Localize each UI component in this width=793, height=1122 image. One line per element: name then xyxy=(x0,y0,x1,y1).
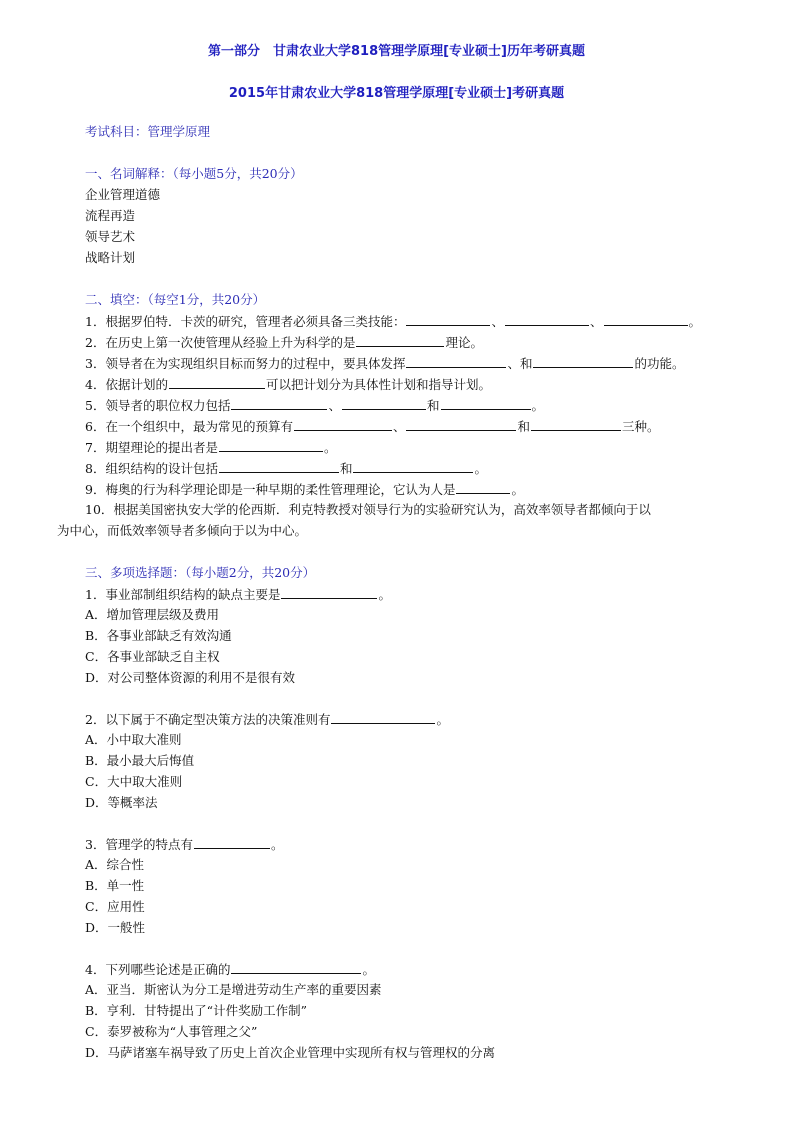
mc-option: B．亨利．甘特提出了“计件奖励工作制” xyxy=(85,1003,307,1018)
fill-question-10: 10．根据美国密执安大学的伦西斯．利克特教授对领导行为的实验研究认为，高效率领导者都倾向于以 xyxy=(85,502,651,517)
mc-option: C．各事业部缺乏自主权 xyxy=(85,649,220,664)
answer-blank xyxy=(406,313,490,326)
question-end: 的功能。 xyxy=(634,356,685,371)
separator: 和 xyxy=(426,398,440,413)
answer-blank xyxy=(331,711,435,724)
question-text: 1．根据罗伯特．卡茨的研究，管理者必须具备三类技能： xyxy=(85,314,406,329)
answer-blank xyxy=(533,355,633,368)
fill-question-10-cont: 为中心，而低效率领导者多倾向于以为中心。 xyxy=(57,523,308,538)
answer-blank xyxy=(356,334,444,347)
question-end: 可以把计划分为具体性计划和指导计划。 xyxy=(265,377,491,392)
question-text: 2．在历史上第一次使管理从经验上升为科学的是 xyxy=(85,335,356,350)
term-item: 企业管理道德 xyxy=(85,187,161,202)
separator: 、 xyxy=(589,314,603,329)
question-end: 。 xyxy=(362,962,375,977)
question-text: 6．在一个组织中，最为常见的预算有 xyxy=(85,419,293,434)
fill-question-2 xyxy=(85,334,483,351)
exam-subtitle: 2015年甘肃农业大学818管理学原理[专业硕士]考研真题 xyxy=(228,86,565,101)
mc-question-stem xyxy=(85,586,391,603)
mc-option: D．一般性 xyxy=(85,920,146,935)
separator: 、和 xyxy=(507,356,533,371)
question-text: 1．事业部制组织结构的缺点主要是 xyxy=(85,587,281,602)
separator: 和 xyxy=(339,461,353,476)
section2-heading: 二、填空：（每空1分，共20分） xyxy=(85,292,266,307)
question-end: 。 xyxy=(378,587,391,602)
fill-question-8 xyxy=(85,460,487,477)
answer-blank xyxy=(219,439,323,452)
answer-blank xyxy=(353,460,473,473)
mc-option: A．综合性 xyxy=(85,857,145,872)
fill-question-7 xyxy=(85,439,336,456)
separator: 和 xyxy=(517,419,530,434)
mc-option: B．最小最大后悔值 xyxy=(85,753,195,768)
mc-question-stem xyxy=(85,711,449,728)
question-end: 。 xyxy=(688,314,702,329)
fill-question-4 xyxy=(85,376,491,393)
question-end: 。 xyxy=(270,837,284,852)
mc-option: B．单一性 xyxy=(85,878,145,893)
separator: 、 xyxy=(328,398,341,413)
question-text: 4．依据计划的 xyxy=(85,377,168,392)
mc-question-stem xyxy=(85,961,375,978)
mc-question-stem xyxy=(85,836,283,853)
question-text: 2．以下属于不确定型决策方法的决策准则有 xyxy=(85,712,331,727)
answer-blank xyxy=(294,418,392,431)
answer-blank xyxy=(342,397,426,410)
question-end: 。 xyxy=(436,712,449,727)
term-item: 流程再造 xyxy=(85,208,136,223)
question-end: 理论。 xyxy=(445,335,483,350)
answer-blank xyxy=(531,418,621,431)
exam-subject: 考试科目：管理学原理 xyxy=(85,124,211,139)
question-text: 7．期望理论的提出者是 xyxy=(85,440,218,455)
mc-option: A．小中取大准则 xyxy=(85,732,182,747)
answer-blank xyxy=(406,355,506,368)
mc-option: A．增加管理层级及费用 xyxy=(85,607,220,622)
mc-option: A．亚当．斯密认为分工是增进劳动生产率的重要因素 xyxy=(85,982,382,997)
term-item: 领导艺术 xyxy=(85,229,136,244)
question-end: 。 xyxy=(474,461,487,476)
mc-option: D．对公司整体资源的利用不是很有效 xyxy=(85,670,296,685)
question-end: 。 xyxy=(323,440,337,455)
answer-blank xyxy=(456,481,510,494)
answer-blank xyxy=(219,460,339,473)
fill-question-5 xyxy=(85,397,544,414)
question-end: 三种。 xyxy=(622,419,660,434)
term-item: 战略计划 xyxy=(85,250,136,265)
answer-blank xyxy=(231,397,327,410)
document-title: 第一部分 甘肃农业大学818管理学原理[专业硕士]历年考研真题 xyxy=(207,44,586,59)
question-text: 3．领导者在为实现组织目标而努力的过程中，要具体发挥 xyxy=(85,356,406,371)
mc-option: B．各事业部缺乏有效沟通 xyxy=(85,628,232,643)
question-text: 3．管理学的特点有 xyxy=(85,837,193,852)
question-text: 8．组织结构的设计包括 xyxy=(85,461,218,476)
question-text: 9．梅奥的行为科学理论即是一种早期的柔性管理理论，它认为人是 xyxy=(85,482,456,497)
question-end: 。 xyxy=(531,398,545,413)
mc-option: C．泰罗被称为“人事管理之父” xyxy=(85,1024,258,1039)
question-end: 。 xyxy=(511,482,524,497)
fill-question-3 xyxy=(85,355,685,372)
answer-blank xyxy=(441,397,531,410)
mc-option: C．应用性 xyxy=(85,899,145,914)
mc-option: D．马萨诸塞车祸导致了历史上首次企业管理中实现所有权与管理权的分离 xyxy=(85,1045,496,1060)
fill-question-9 xyxy=(85,481,524,498)
mc-option: C．大中取大准则 xyxy=(85,774,183,789)
answer-blank xyxy=(505,313,589,326)
answer-blank xyxy=(231,961,361,974)
fill-question-1 xyxy=(85,313,701,330)
section1-heading: 一、名词解释：（每小题5分，共20分） xyxy=(85,166,303,181)
separator: 、 xyxy=(491,314,504,329)
answer-blank xyxy=(194,836,270,849)
section3-heading: 三、多项选择题：（每小题2分，共20分） xyxy=(85,565,316,580)
answer-blank xyxy=(604,313,688,326)
separator: 、 xyxy=(392,419,406,434)
question-text: 5．领导者的职位权力包括 xyxy=(85,398,231,413)
answer-blank xyxy=(406,418,516,431)
question-text: 4．下列哪些论述是正确的 xyxy=(85,962,231,977)
answer-blank xyxy=(169,376,265,389)
mc-option: D．等概率法 xyxy=(85,795,158,810)
answer-blank xyxy=(281,586,377,599)
fill-question-6 xyxy=(85,418,660,435)
